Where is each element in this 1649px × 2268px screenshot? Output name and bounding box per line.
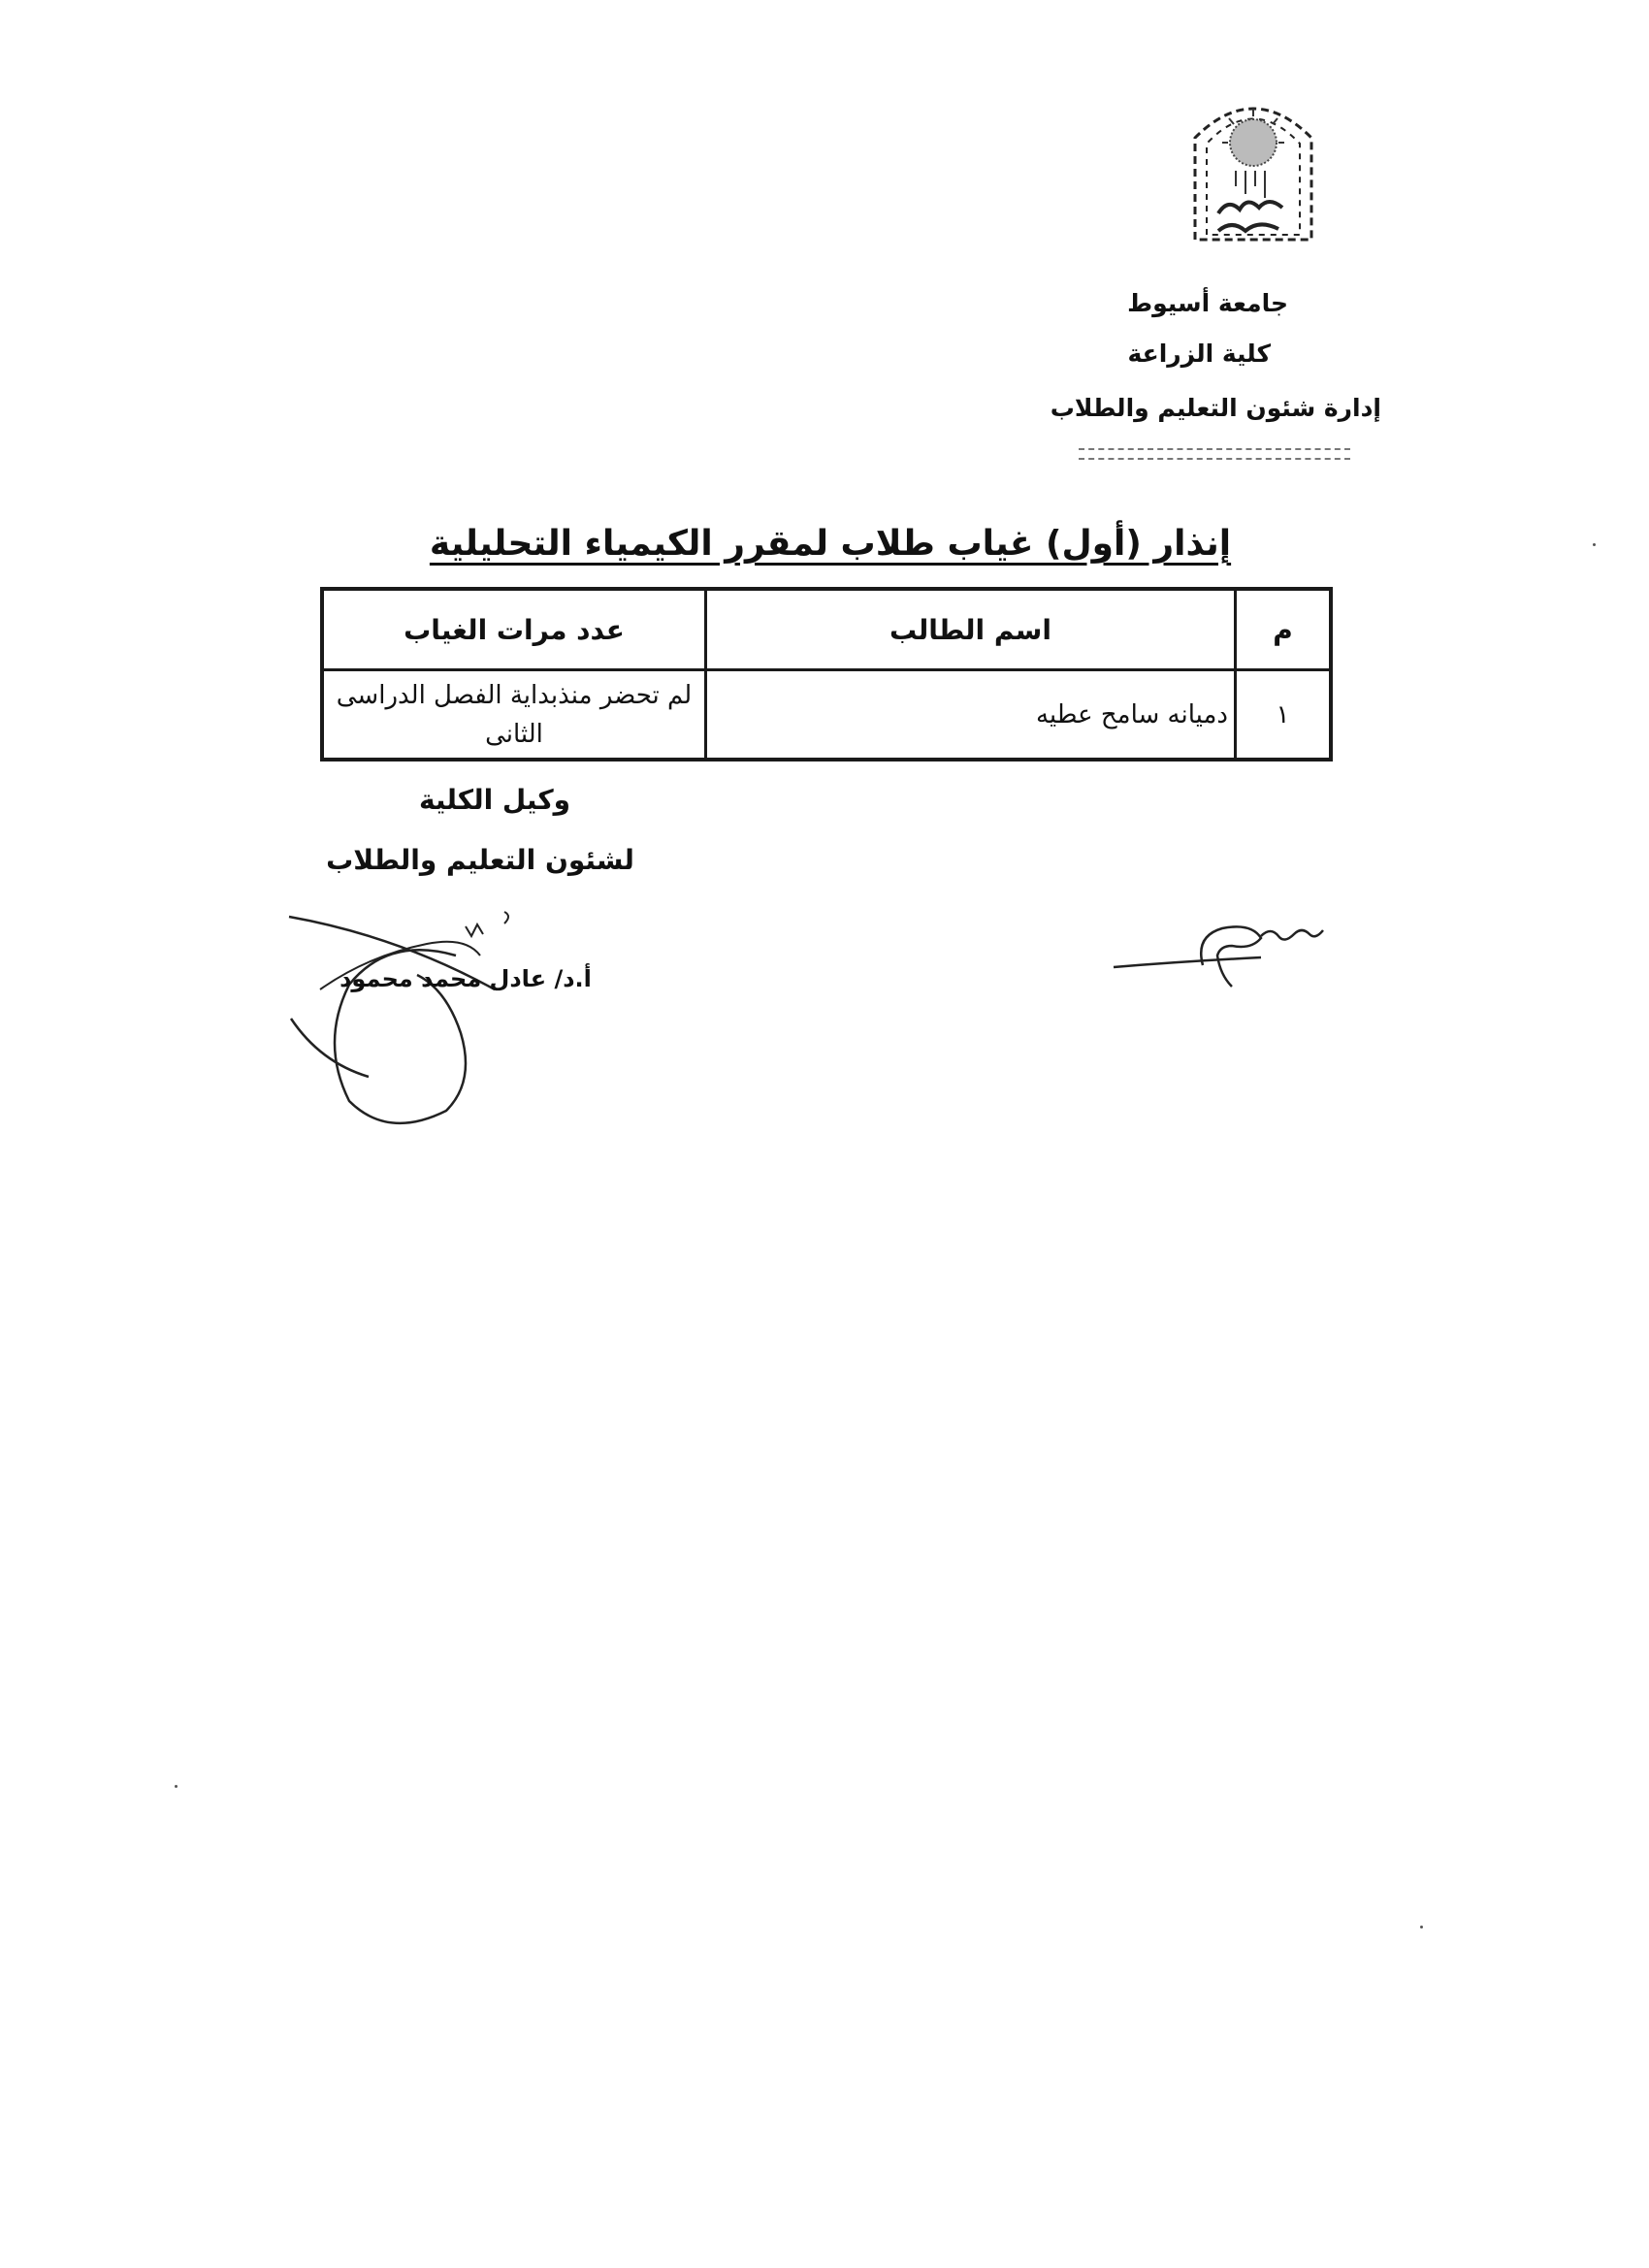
header-cell-name: اسم الطالب xyxy=(704,591,1234,668)
signatory-name: أ.د/ عادل محمد محمود xyxy=(340,965,592,992)
table-row xyxy=(324,671,1329,758)
header-divider xyxy=(1079,448,1350,460)
table-header-row xyxy=(324,591,1329,671)
document-title: إنذار (أول) غياب طلاب لمقرر الكيمياء التحليلية xyxy=(429,524,1232,564)
row-cell-count: لم تحضر منذبداية الفصل الدراسى الثانى xyxy=(336,680,693,749)
handwritten-signature-right xyxy=(1106,907,1339,994)
department-name: إدارة شئون التعليم والطلاب xyxy=(1050,394,1381,422)
signatory-title-line2: لشئون التعليم والطلاب xyxy=(326,844,634,876)
handwritten-signature-left xyxy=(281,897,553,1135)
header-cell-num: م xyxy=(1234,591,1329,668)
header-cell-count: عدد مرات الغياب xyxy=(404,613,625,646)
university-logo xyxy=(1185,89,1321,244)
university-name: جامعة أسيوط xyxy=(1127,289,1288,317)
scan-speck xyxy=(1420,1926,1423,1928)
scan-speck xyxy=(1593,543,1596,546)
absence-table xyxy=(320,587,1333,761)
row-cell-num: ١ xyxy=(1234,671,1329,758)
faculty-name: كلية الزراعة xyxy=(1127,340,1271,368)
scan-speck xyxy=(175,1785,178,1788)
signatory-title-line1: وكيل الكلية xyxy=(418,784,571,816)
row-cell-name: دميانه سامح عطيه xyxy=(704,671,1234,758)
